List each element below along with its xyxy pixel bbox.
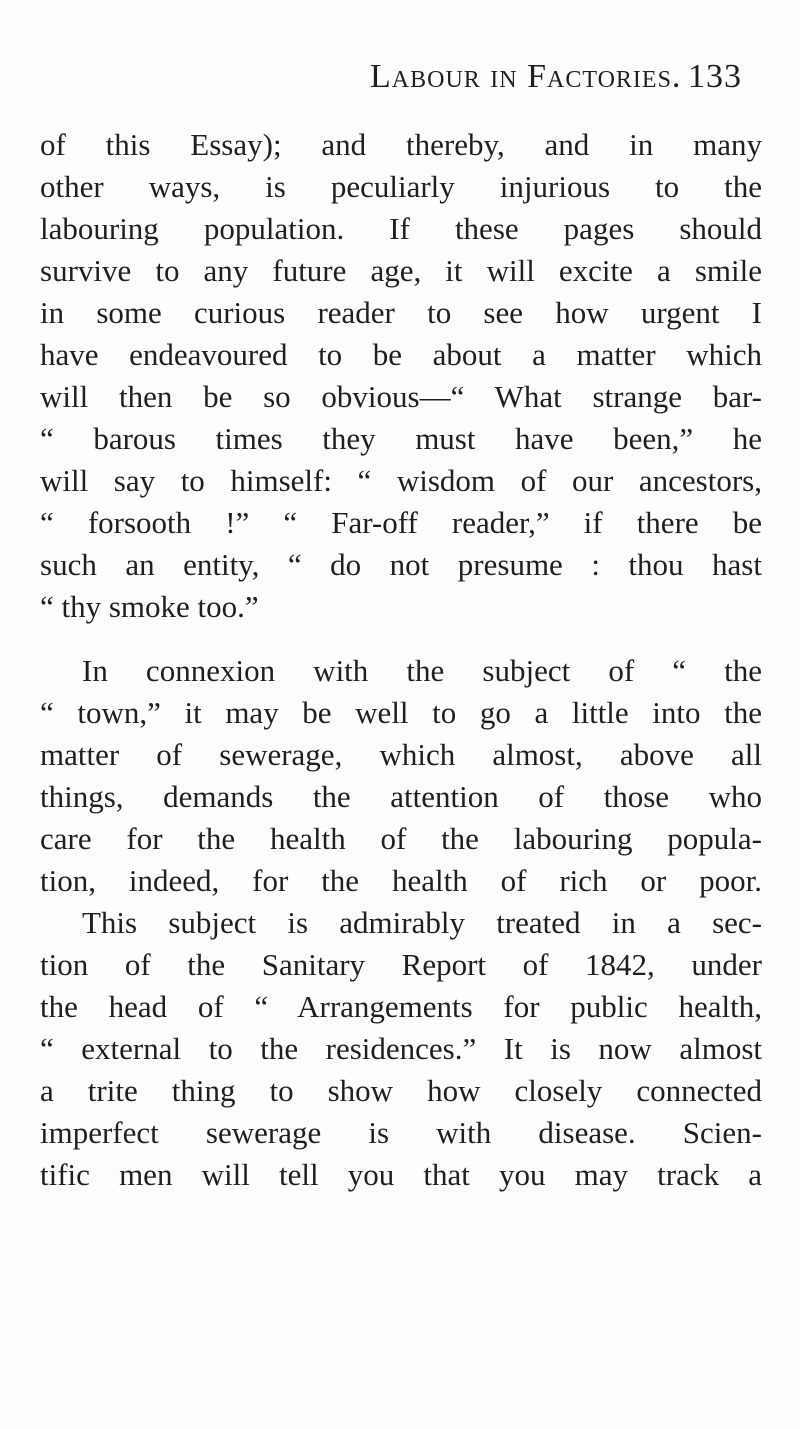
text-line: a trite thing to show how closely connected — [40, 1073, 762, 1108]
text-line: of this Essay); and thereby, and in many — [40, 127, 762, 162]
paragraph-2 — [40, 650, 762, 1196]
text-line: have endeavoured to be about a matter which — [40, 337, 762, 372]
text-line: care for the health of the labouring popula- — [40, 821, 762, 856]
text-line: in some curious reader to see how urgent I — [40, 295, 762, 330]
paragraph-1 — [40, 124, 762, 628]
text-line: tific men will tell you that you may track a — [40, 1157, 762, 1192]
text-line: “ barous times they must have been,” he — [40, 421, 762, 456]
text-line: the head of “ Arrangements for public health, — [40, 989, 762, 1024]
body-text — [40, 124, 762, 1196]
text-line: “ thy smoke too.” — [40, 589, 259, 624]
paragraph-gap — [40, 628, 762, 650]
text-line: imperfect sewerage is with disease. Scien- — [40, 1115, 762, 1150]
text-line: other ways, is peculiarly injurious to the — [40, 169, 762, 204]
text-line: things, demands the attention of those who — [40, 779, 762, 814]
text-line: tion, indeed, for the health of rich or poor. — [40, 863, 762, 898]
text-line: will say to himself: “ wisdom of our ancestors, — [40, 463, 762, 498]
text-line: In connexion with the subject of “ the — [82, 653, 762, 688]
page-number: 133 — [688, 58, 742, 95]
text-line: such an entity, “ do not presume : thou hast — [40, 547, 762, 582]
text-line: will then be so obvious—“ What strange bar- — [40, 379, 762, 414]
running-title: Labour in Factories. — [370, 58, 682, 95]
running-head — [0, 58, 800, 108]
text-line: matter of sewerage, which almost, above all — [40, 737, 762, 772]
text-line: “ forsooth !” “ Far-off reader,” if there be — [40, 505, 762, 540]
text-line: labouring population. If these pages should — [40, 211, 762, 246]
text-line: tion of the Sanitary Report of 1842, under — [40, 947, 762, 982]
text-line: This subject is admirably treated in a sec- — [82, 905, 762, 940]
text-line: “ town,” it may be well to go a little into the — [40, 695, 762, 730]
text-line: survive to any future age, it will excite a smile — [40, 253, 762, 288]
text-line: “ external to the residences.” It is now almost — [40, 1031, 762, 1066]
